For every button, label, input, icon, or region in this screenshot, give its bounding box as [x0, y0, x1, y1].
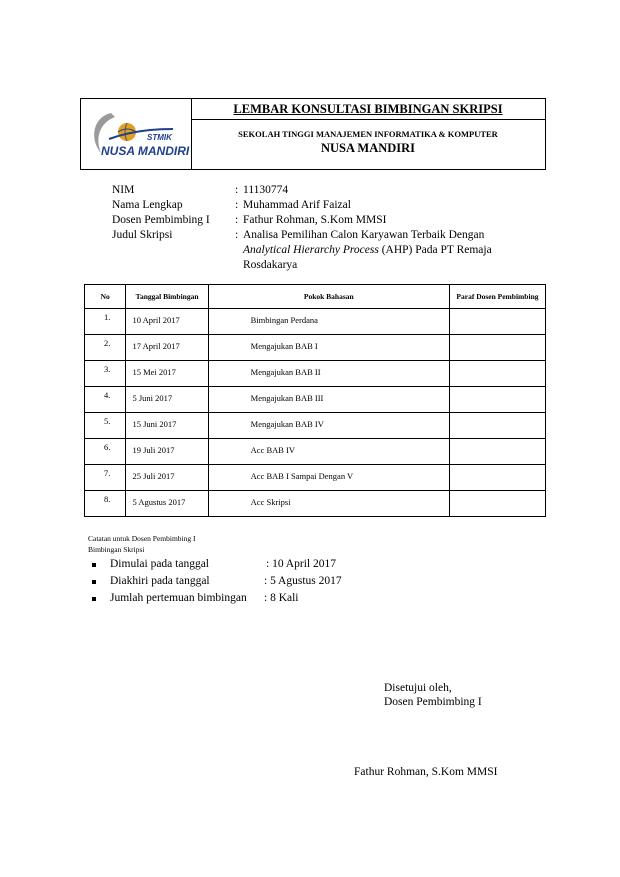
row-no-text: 7. [104, 468, 111, 478]
row-no-text: 5. [104, 416, 111, 426]
row-topic-text: Mengajukan BAB IV [250, 419, 324, 429]
form-header [80, 98, 546, 170]
thesis-line-3: Rosdakarya [243, 259, 298, 271]
row-no-text: 1. [104, 312, 111, 322]
row-no [85, 465, 126, 491]
thesis-line-2-italic: Analytical Hierarchy Process [243, 244, 379, 256]
row-date-text: 10 April 2017 [132, 315, 180, 325]
bullet-icon [92, 597, 96, 601]
row-topic-text: Bimbingan Perdana [250, 315, 318, 325]
row-date [126, 387, 208, 413]
thesis-label: Judul Skripsi [112, 229, 173, 241]
start-date-label: Dimulai pada tanggal [110, 558, 209, 570]
row-topic [208, 361, 449, 387]
row-topic [208, 335, 449, 361]
end-date-label: Diakhiri pada tanggal [110, 575, 210, 587]
row-no [85, 309, 126, 335]
row-date [126, 439, 208, 465]
nim-label: NIM [112, 184, 135, 196]
row-paraf [449, 491, 545, 517]
table-row [85, 335, 546, 361]
row-date-text: 17 April 2017 [132, 341, 180, 351]
row-date [126, 491, 208, 517]
thesis-line-1: Analisa Pemilihan Calon Karyawan Terbaik Dengan [243, 229, 485, 241]
meeting-count-value: : 8 Kali [264, 592, 299, 604]
meeting-count-label: Jumlah pertemuan bimbingan [110, 592, 247, 604]
row-topic [208, 439, 449, 465]
advisor-value: Fathur Rohman, S.Kom MMSI [243, 214, 387, 226]
note-line-2: Bimbingan Skripsi [88, 545, 145, 554]
row-paraf [449, 465, 545, 491]
row-no-text: 6. [104, 442, 111, 452]
row-topic-text: Mengajukan BAB II [250, 367, 321, 377]
approved-by: Disetujui oleh, [384, 682, 452, 694]
table-row [85, 465, 546, 491]
row-paraf [449, 413, 545, 439]
name-colon: : [235, 199, 239, 211]
table-header-row [85, 285, 546, 309]
header-paraf: Paraf Dosen Pembimbing [449, 285, 545, 309]
row-topic-text: Mengajukan BAB III [250, 393, 324, 403]
table-row [85, 439, 546, 465]
row-date-text: 5 Agustus 2017 [132, 497, 186, 507]
row-date-text: 25 Juli 2017 [132, 471, 175, 481]
row-date [126, 309, 208, 335]
row-topic-text: Acc BAB I Sampai Dengan V [250, 471, 354, 481]
row-topic [208, 465, 449, 491]
row-no [85, 491, 126, 517]
name-label: Nama Lengkap [112, 199, 183, 211]
start-date-value: : 10 April 2017 [266, 558, 336, 570]
row-topic [208, 309, 449, 335]
bullet-icon [92, 580, 96, 584]
consultation-table [84, 284, 546, 517]
advisor-label: Dosen Pembimbing I [112, 214, 210, 226]
thesis-colon: : [235, 229, 239, 241]
row-topic [208, 387, 449, 413]
row-paraf [449, 309, 545, 335]
row-paraf [449, 361, 545, 387]
row-topic [208, 413, 449, 439]
row-paraf [449, 335, 545, 361]
approver-name: Fathur Rohman, S.Kom MMSI [354, 766, 498, 778]
row-topic-text: Mengajukan BAB I [250, 341, 318, 351]
thesis-line-2-rest: (AHP) Pada PT Remaja [378, 244, 492, 256]
row-date-text: 19 Juli 2017 [132, 445, 175, 455]
logo-text-main: NUSA MANDIRI [101, 144, 190, 158]
logo-text-small: STMIK [147, 133, 172, 142]
row-no [85, 413, 126, 439]
row-no [85, 361, 126, 387]
approver-role: Dosen Pembimbing I [384, 696, 482, 708]
row-paraf [449, 387, 545, 413]
bullet-icon [92, 563, 96, 567]
header-topic: Pokok Bahasan [208, 285, 449, 309]
table-row [85, 309, 546, 335]
logo-cell [81, 99, 192, 169]
header-date: Tanggal Bimbingan [126, 285, 208, 309]
table-row [85, 361, 546, 387]
row-no-text: 8. [104, 494, 111, 504]
row-topic-text: Acc BAB IV [250, 445, 296, 455]
row-date-text: 15 Juni 2017 [132, 419, 177, 429]
row-date [126, 465, 208, 491]
campus-name: NUSA MANDIRI [320, 141, 416, 155]
school-name: SEKOLAH TINGGI MANAJEMEN INFORMATIKA & KOMPUTER [238, 129, 498, 139]
advisor-colon: : [235, 214, 239, 226]
row-topic-text: Acc Skripsi [250, 497, 291, 507]
row-date [126, 335, 208, 361]
nim-value: 11130774 [243, 184, 289, 196]
row-topic [208, 491, 449, 517]
table-row [85, 387, 546, 413]
name-value: Muhammad Arif Faizal [243, 199, 351, 211]
row-no-text: 2. [104, 338, 111, 348]
stmik-logo [81, 99, 191, 169]
row-no [85, 439, 126, 465]
table-row [85, 413, 546, 439]
end-date-value: : 5 Agustus 2017 [264, 575, 342, 587]
row-no [85, 387, 126, 413]
row-no-text: 3. [104, 364, 111, 374]
row-no [85, 335, 126, 361]
thesis-line-2 [243, 244, 492, 256]
nim-colon: : [235, 184, 239, 196]
row-date [126, 361, 208, 387]
table-row [85, 491, 546, 517]
note-line-1: Catatan untuk Dosen Pembimbing I [88, 534, 196, 543]
row-date-text: 15 Mei 2017 [132, 367, 176, 377]
row-paraf [449, 439, 545, 465]
row-no-text: 4. [104, 390, 111, 400]
header-no: No [85, 285, 126, 309]
row-date [126, 413, 208, 439]
form-title: LEMBAR KONSULTASI BIMBINGAN SKRIPSI [191, 99, 545, 120]
row-date-text: 5 Juni 2017 [132, 393, 173, 403]
